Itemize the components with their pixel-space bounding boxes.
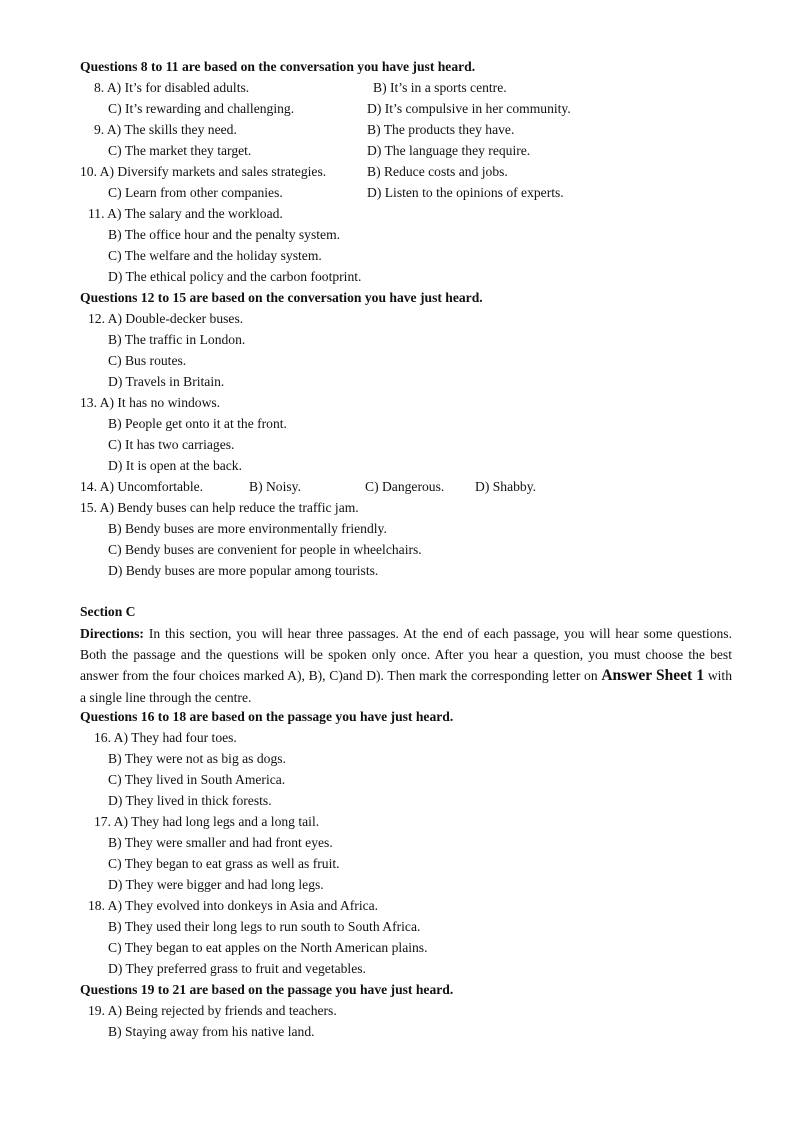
option-q15-c: C) Bendy buses are convenient for people in wheelchairs. — [108, 542, 422, 557]
option-q10-c: C) Learn from other companies. — [108, 185, 283, 200]
section-header-q19-21: Questions 19 to 21 are based on the passage you have just heard. — [80, 982, 454, 997]
option-q14-c: C) Dangerous. — [365, 479, 445, 494]
option-q13-b: B) People get onto it at the front. — [108, 416, 287, 431]
option-q18-b: B) They used their long legs to run south to South Africa. — [108, 919, 421, 934]
option-q10-b: B) Reduce costs and jobs. — [367, 164, 508, 179]
option-q17-c: C) They began to eat grass as well as fruit. — [108, 856, 340, 871]
option-q18-a: 18. A) They evolved into donkeys in Asia and Africa. — [88, 898, 379, 913]
option-q19-a: 19. A) Being rejected by friends and teachers. — [88, 1003, 337, 1018]
option-q14-a: 14. A) Uncomfortable. — [80, 479, 204, 494]
option-q13-d: D) It is open at the back. — [108, 458, 243, 473]
directions-tail: with a single line through the centre. — [80, 668, 732, 705]
answer-sheet-label: Answer Sheet 1 — [601, 667, 705, 685]
option-q8-c: C) It’s rewarding and challenging. — [108, 101, 295, 116]
option-q19-b: B) Staying away from his native land. — [108, 1024, 315, 1039]
section-header-q12-15: Questions 12 to 15 are based on the conversation you have just heard. — [80, 290, 483, 305]
option-q17-d: D) They were bigger and had long legs. — [108, 877, 324, 892]
option-q14-b: B) Noisy. — [249, 479, 301, 494]
option-q8-a: 8. A) It’s for disabled adults. — [94, 80, 250, 95]
option-q9-b: B) The products they have. — [367, 122, 515, 137]
option-q13-c: C) It has two carriages. — [108, 437, 235, 452]
option-q18-d: D) They preferred grass to fruit and vegetables. — [108, 961, 366, 976]
option-q10-a: 10. A) Diversify markets and sales strategies. — [80, 164, 327, 179]
option-q9-c: C) The market they target. — [108, 143, 252, 158]
option-q12-b: B) The traffic in London. — [108, 332, 246, 347]
section-header-q8-11: Questions 8 to 11 are based on the conversation you have just heard. — [80, 59, 476, 74]
option-q11-c: C) The welfare and the holiday system. — [108, 248, 322, 263]
option-q11-b: B) The office hour and the penalty system. — [108, 227, 341, 242]
option-q17-a: 17. A) They had long legs and a long tail. — [94, 814, 320, 829]
section-c-directions — [80, 623, 732, 708]
option-q17-b: B) They were smaller and had front eyes. — [108, 835, 333, 850]
option-q16-b: B) They were not as big as dogs. — [108, 751, 286, 766]
option-q12-d: D) Travels in Britain. — [108, 374, 225, 389]
option-q11-d: D) The ethical policy and the carbon footprint. — [108, 269, 362, 284]
option-q14-d: D) Shabby. — [475, 479, 537, 494]
option-q11-a: 11. A) The salary and the workload. — [88, 206, 283, 221]
option-q16-d: D) They lived in thick forests. — [108, 793, 272, 808]
option-q15-d: D) Bendy buses are more popular among tourists. — [108, 563, 379, 578]
option-q12-c: C) Bus routes. — [108, 353, 187, 368]
directions-label: Directions: — [80, 626, 144, 641]
option-q9-a: 9. A) The skills they need. — [94, 122, 237, 137]
option-q9-d: D) The language they require. — [367, 143, 531, 158]
option-q8-d: D) It’s compulsive in her community. — [367, 101, 571, 116]
section-c-title: Section C — [80, 604, 136, 619]
option-q16-c: C) They lived in South America. — [108, 772, 286, 787]
option-q15-a: 15. A) Bendy buses can help reduce the traffic jam. — [80, 500, 359, 515]
section-header-q16-18: Questions 16 to 18 are based on the passage you have just heard. — [80, 709, 454, 724]
option-q8-b: B) It’s in a sports centre. — [373, 80, 507, 95]
option-q13-a: 13. A) It has no windows. — [80, 395, 221, 410]
option-q16-a: 16. A) They had four toes. — [94, 730, 237, 745]
option-q10-d: D) Listen to the opinions of experts. — [367, 185, 564, 200]
option-q15-b: B) Bendy buses are more environmentally friendly. — [108, 521, 387, 536]
option-q12-a: 12. A) Double-decker buses. — [88, 311, 244, 326]
option-q18-c: C) They began to eat apples on the North American plains. — [108, 940, 428, 955]
directions-text: In this section, you will hear three passages. At the end of each passage, you will hear some questions. Both the passage and the questions will be spoken only once. After you hear a question, you must choose the best answer from the four choices marked A), B), C)and D). Then mark the corresponding letter on — [80, 626, 732, 684]
